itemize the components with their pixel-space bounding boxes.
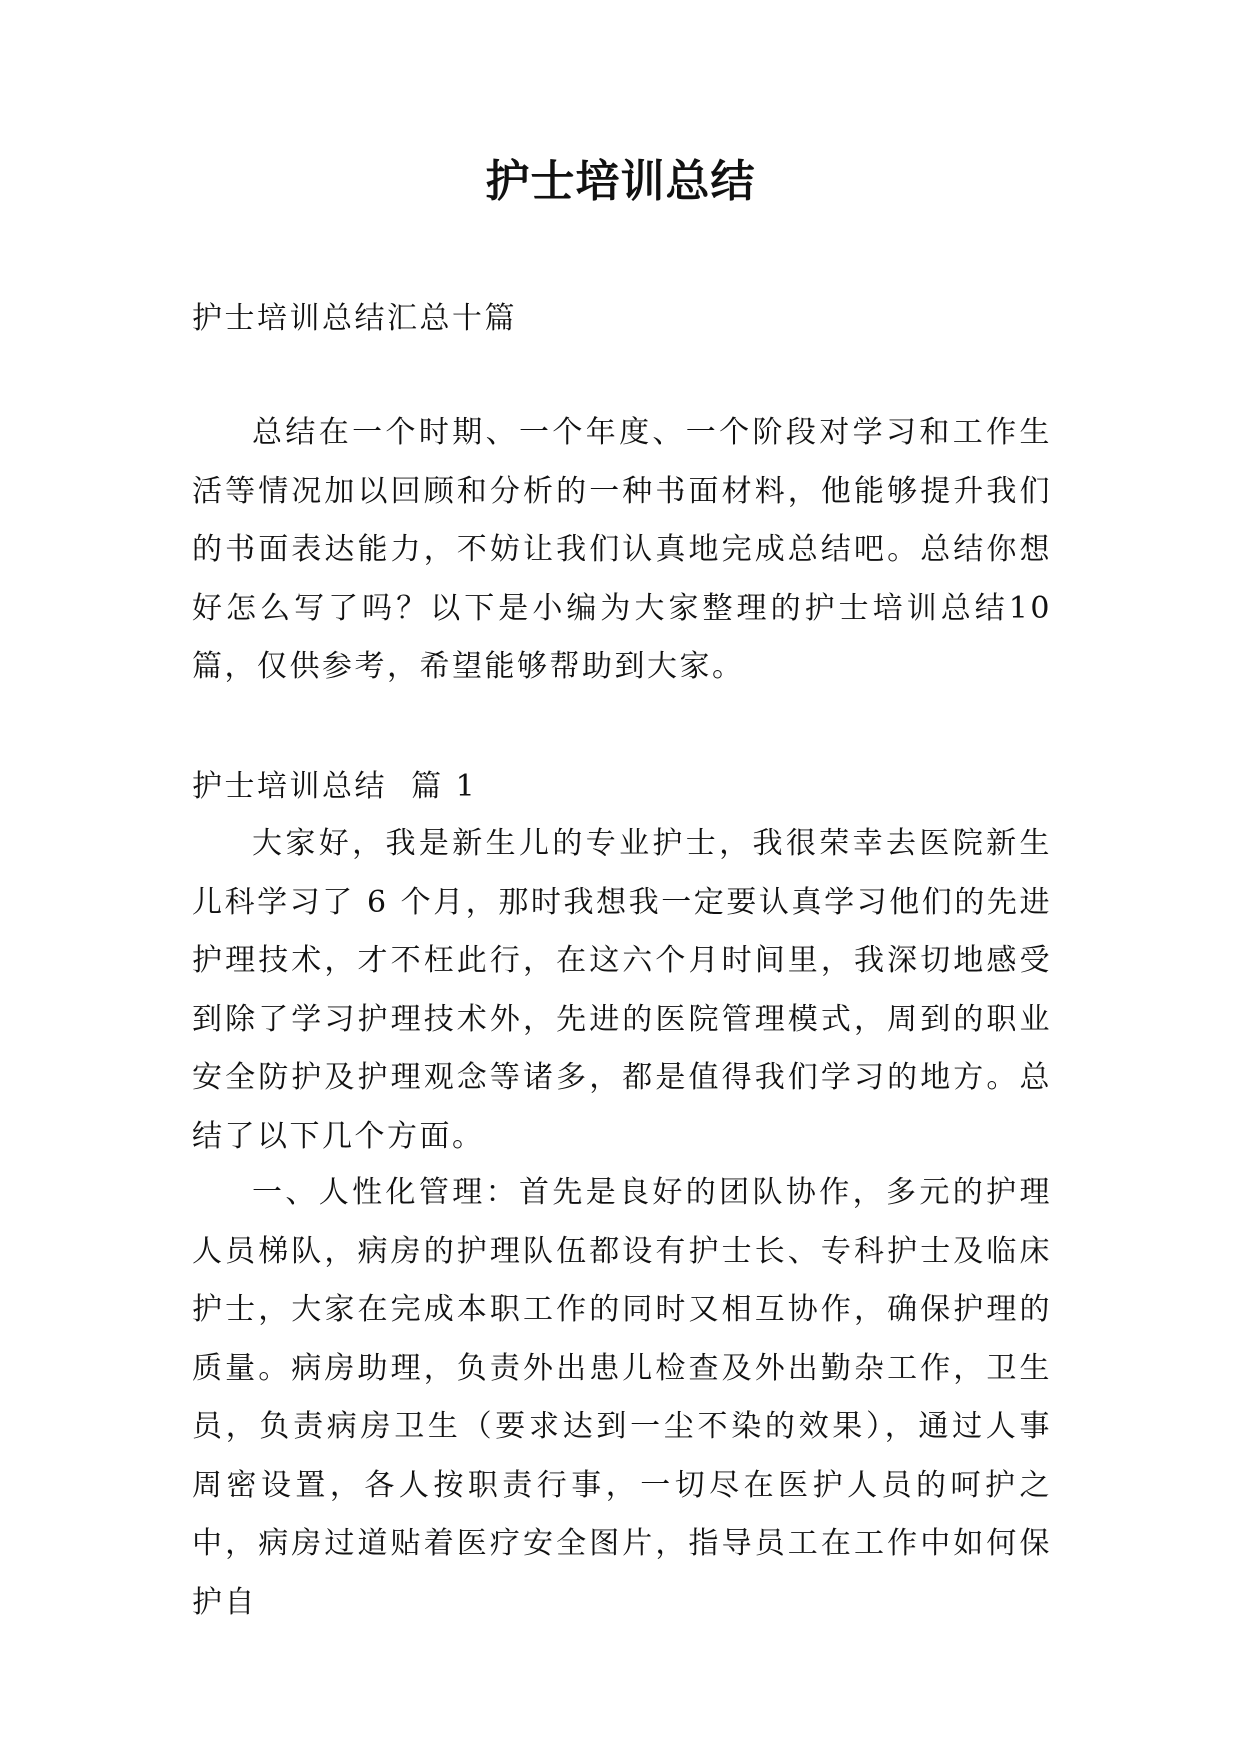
section-heading-text: 护士培训总结 篇 1 — [192, 769, 478, 804]
body-paragraph-2 — [192, 1164, 1052, 1632]
subtitle-text: 护士培训总结汇总十篇 — [192, 301, 517, 336]
document-title: 护士培训总结 — [485, 156, 756, 207]
intro-text: 总结在一个时期、一个年度、一个阶段对学习和工作生活等情况加以回顾和分析的一种书面材料，他能够提升我们的书面表达能力，不妨让我们认真地完成总结吧。总结你想好怎么写了吗？以下是小编为大家整理的护士培训总结10篇，仅供参考，希望能够帮助到大家。 — [192, 415, 1052, 684]
section-heading — [192, 758, 1052, 816]
paragraph-text: 一、人性化管理：首先是良好的团队协作，多元的护理人员梯队，病房的护理队伍都设有护士长、专科护士及临床护士，大家在完成本职工作的同时又相互协作，确保护理的质量。病房助理，负责外出患儿检查及外出勤杂工作，卫生员，负责病房卫生（要求达到一尘不染的效果），通过人事周密设置，各人按职责行事，一切尽在医护人员的呵护之中，病房过道贴着医疗安全图片，指导员工在工作中如何保护自 — [192, 1175, 1052, 1620]
paragraph-text: 大家好，我是新生儿的专业护士，我很荣幸去医院新生儿科学习了 6 个月，那时我想我一定要认真学习他们的先进护理技术，才不枉此行，在这六个月时间里，我深切地感受到除了学习护理技术外，先进的医院管理模式，周到的职业安全防护及护理观念等诸多，都是值得我们学习的地方。总结了以下几个方面。 — [192, 826, 1052, 1154]
document-subtitle — [192, 290, 1052, 348]
intro-paragraph — [192, 404, 1052, 697]
body-paragraph-1 — [192, 815, 1052, 1166]
